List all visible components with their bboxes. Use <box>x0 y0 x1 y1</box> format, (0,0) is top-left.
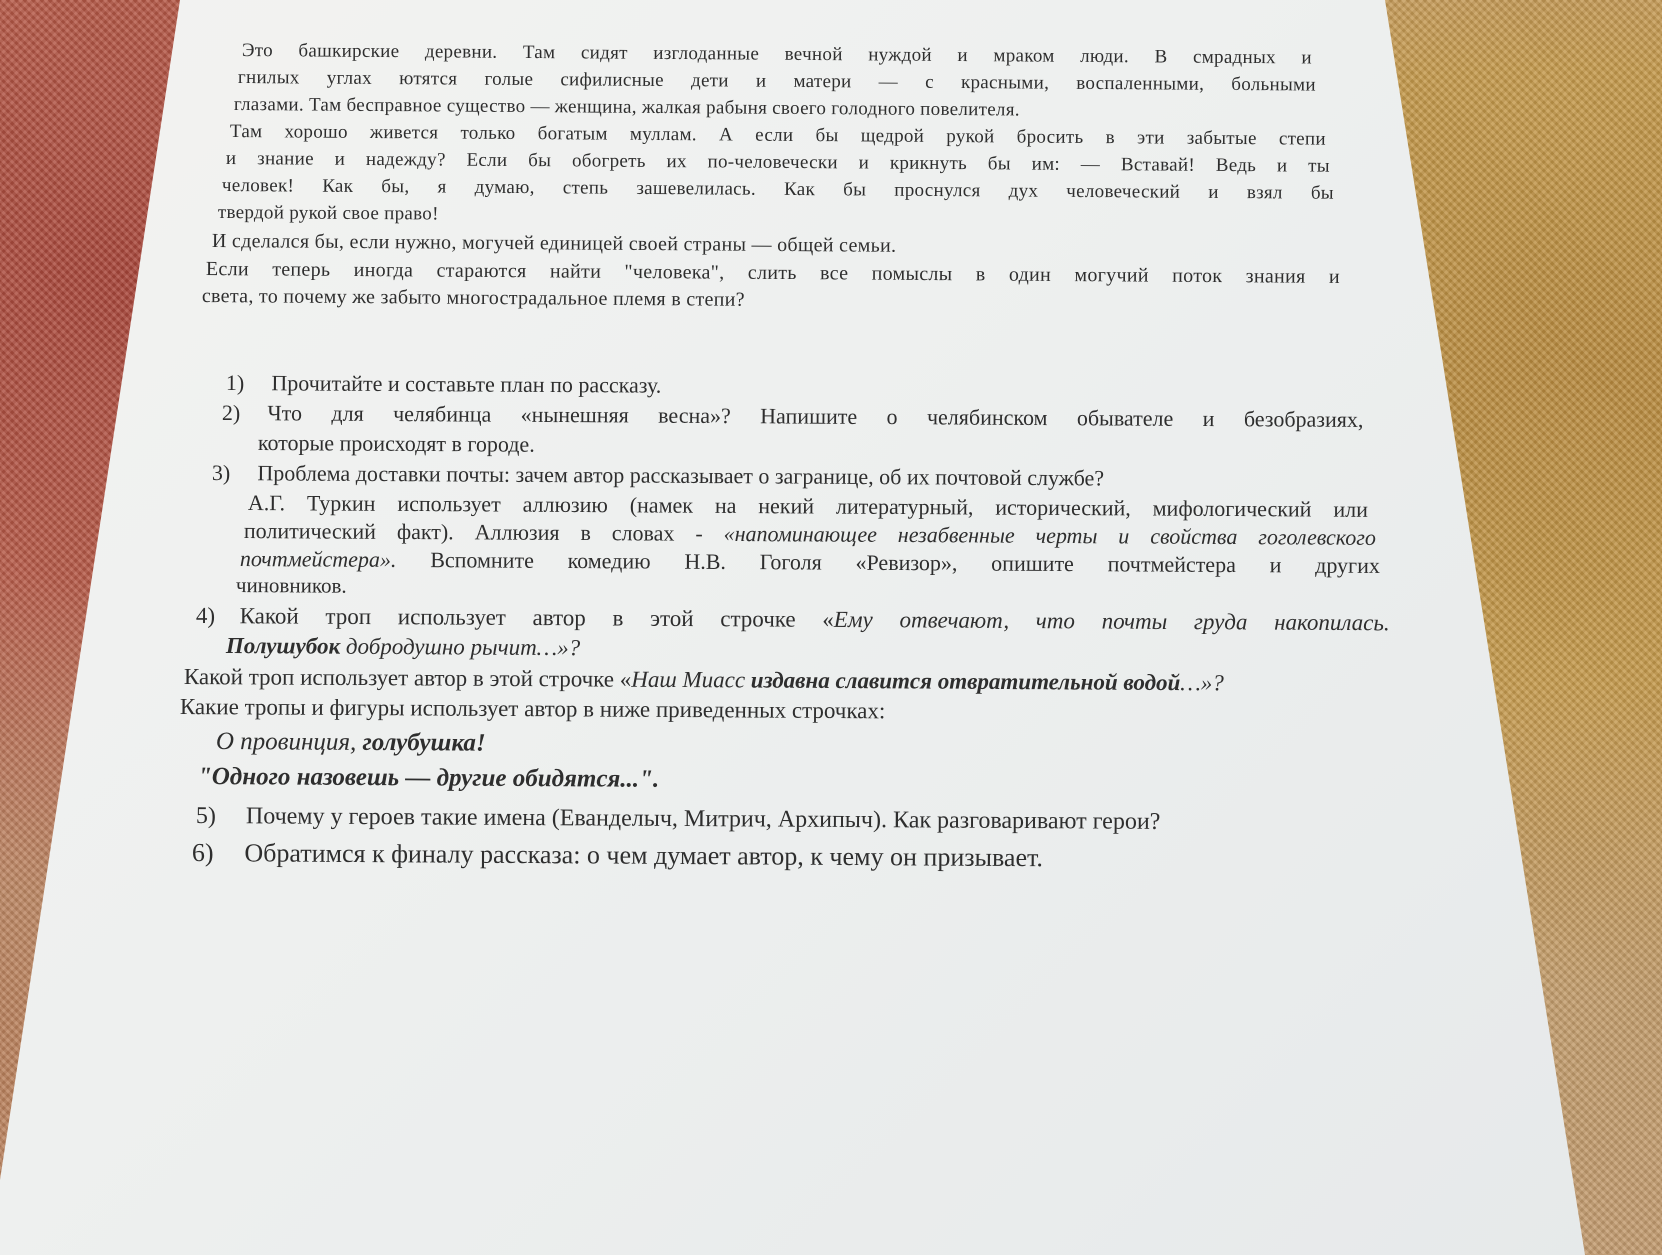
passage-line-5: и знание и надежду? Если бы обогреть их по-человечески и крикнуть бы им: — Вставай! Ведь и ты <box>225 148 1330 177</box>
task-4-quote-e: О провинция, <box>215 728 363 756</box>
task-5-number: 5) <box>195 803 216 830</box>
passage-line-7: твердой рукой свое право! <box>217 202 439 225</box>
task-1 <box>226 370 662 399</box>
task-3-text-c: политический факт). Аллюзия в словах - <box>243 518 724 546</box>
task-4-text-d: Какие тропы и фигуры использует автор в ниже приведенных строчках: <box>179 694 886 724</box>
task-4-number: 4) <box>195 603 216 629</box>
passage-line-3: глазами. Там бесправное существо — женщина, жалкая рабыня своего голодного повелителя. <box>233 94 1020 121</box>
passage-line-6: человек! Как бы, я думаю, степь зашевелилась. Как бы проснулся дух человеческий и взял бы <box>221 175 1334 204</box>
passage-line-9: Если теперь иногда стараются найти "человека", слить все помыслы в один могучий поток знания и <box>205 258 1340 288</box>
task-5-text: Почему у героев такие имена (Еванделыч, Митрич, Архипыч). Как разговаривают герои? <box>245 803 1161 835</box>
task-6 <box>192 838 1043 873</box>
task-3-text-b: А.Г. Туркин использует аллюзию (намек на некий литературный, исторический, мифологический или <box>247 490 1368 522</box>
task-4-quote-b: добродушно рычит…»? <box>340 633 581 661</box>
task-1-number: 1) <box>225 370 245 396</box>
task-4-bold-word: Полушубок <box>225 633 341 659</box>
task-4-text-a: Какой троп использует автор в этой строчке « <box>239 603 834 632</box>
task-3-number: 3) <box>211 460 231 486</box>
task-3-text-d: Вспомните комедию Н.В. Гоголя «Ревизор», опишите почтмейстера и других <box>396 546 1380 578</box>
task-6-number: 6) <box>191 838 214 868</box>
passage-line-8: И сделался бы, если нужно, могучей единицей своей страны — общей семьи. <box>211 230 897 257</box>
passage-line-2: гнилых углах ютятся голые сифилисные дети и матери — с красными, воспаленными, больными <box>237 67 1316 96</box>
passage-line-4: Там хорошо живется только богатым муллам. А если бы щедрой рукой бросить в эти забытые степи <box>229 121 1326 150</box>
task-1-text: Прочитайте и составьте план по рассказу. <box>271 370 662 398</box>
task-4-bold-e: голубушка! <box>362 728 486 757</box>
task-4-quote-f: "Одного назовешь — другие обидятся...". <box>197 763 660 793</box>
task-3-text-e: чиновников. <box>235 573 347 598</box>
task-2-number: 2) <box>221 400 241 426</box>
passage-line-1: Это башкирские деревни. Там сидят изглоданные вечной нуждой и мраком люди. В смрадных и <box>241 40 1312 69</box>
task-4-quote-c: Наш Миасс <box>631 666 751 693</box>
task-2-text-b: которые происходят в городе. <box>257 430 535 457</box>
task-4-line-f <box>198 763 659 794</box>
task-4-line-e <box>216 728 486 758</box>
task-4-quote-a: Ему отвечают, что почты груда накопилась. <box>833 606 1390 636</box>
task-4-line-b <box>226 633 580 661</box>
task-3-text-a: Проблема доставки почты: зачем автор рассказывает о загранице, об их почтовой службе? <box>257 460 1105 491</box>
passage-line-10: света, то почему же забыто многострадальное племя в степи? <box>201 285 745 311</box>
task-3-quote-b: почтмейстера». <box>239 546 397 572</box>
task-3-quote-a: «напоминающее незабвенные черты и свойства гоголевского <box>723 520 1376 550</box>
task-3 <box>212 460 1104 491</box>
task-4-quote-c-end: …»? <box>1180 670 1224 696</box>
task-4-text-c: Какой троп использует автор в этой строчке « <box>183 664 632 692</box>
task-4-bold-phrase: издавна славится отвратительной водой <box>750 667 1181 696</box>
task-2-text-a: Что для челябинца «нынешняя весна»? Напишите о челябинском обывателе и безобразиях, <box>267 400 1364 432</box>
task-6-text: Обратимся к финалу рассказа: о чем думает автор, к чему он призывает. <box>244 838 1044 873</box>
